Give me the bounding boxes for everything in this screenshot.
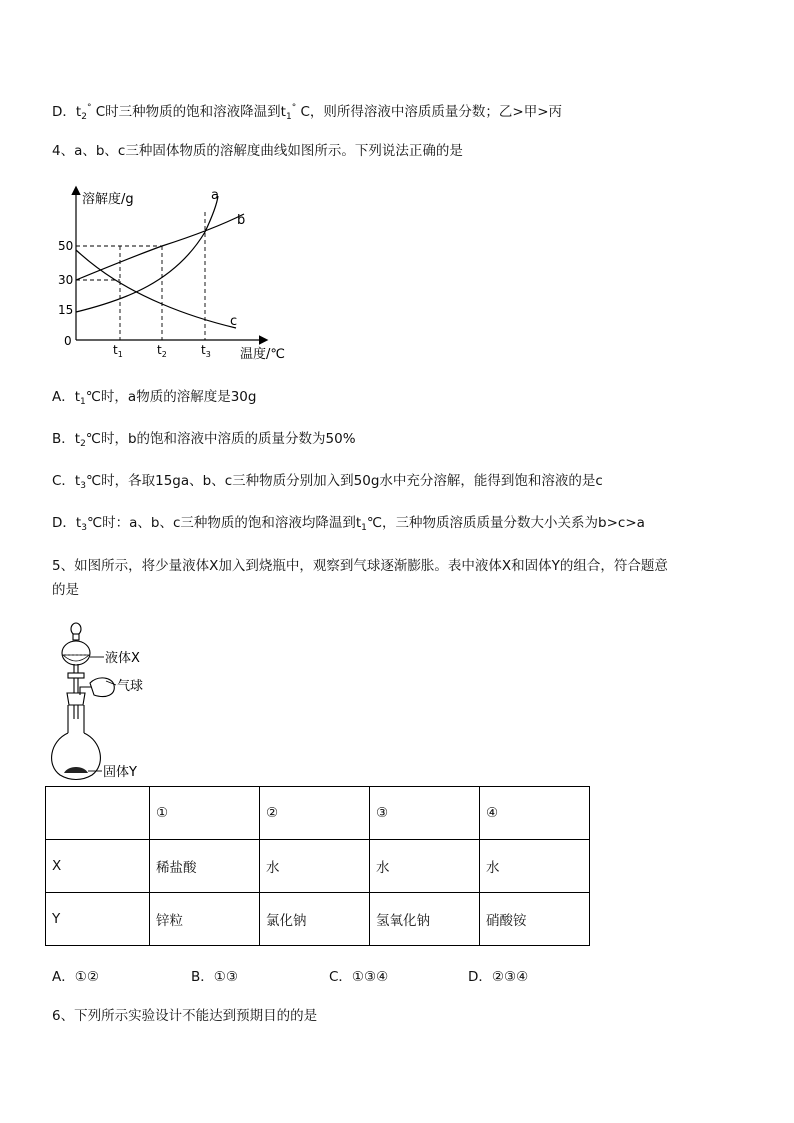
curve-label-a: a	[211, 188, 219, 203]
q4-d-p1: D．t	[52, 515, 82, 531]
q4-option-c	[52, 472, 603, 495]
q4-stem: 4、a、b、c三种固体物质的溶解度曲线如图所示。下列说法正确的是	[52, 143, 463, 159]
table-cell: 氯化钠	[260, 893, 370, 946]
flask-stopper	[67, 693, 85, 705]
q3-d-mid: C时三种物质的饱和溶液降温到t	[91, 104, 286, 120]
funnel-stopper	[71, 623, 81, 635]
curve-label-c: c	[230, 314, 238, 329]
q5-choice-d[interactable]: D．②③④	[468, 969, 529, 985]
q5-choice-b[interactable]: B．①③	[191, 969, 238, 985]
q4-d-p3: ℃，三种物质溶质质量分数大小关系为b>c>a	[366, 515, 645, 531]
q6-stem: 6、下列所示实验设计不能达到预期目的的是	[52, 1008, 318, 1024]
q3-d-sub2: 1	[285, 112, 292, 122]
q4-option-b	[52, 430, 356, 453]
curve-c	[76, 250, 236, 328]
label-solid-y: 固体Y	[103, 765, 137, 780]
curve-a	[76, 196, 218, 312]
table-header-row	[46, 787, 590, 840]
table-cell: 硝酸铵	[480, 893, 590, 946]
q4-c-p2: ℃时，各取15ga、b、c三种物质分别加入到50g水中充分溶解，能得到饱和溶液的是c	[85, 473, 603, 489]
q4-d-sub2: 1	[361, 523, 367, 533]
q4-d-sub: 3	[81, 523, 87, 533]
table-cell: ④	[480, 787, 590, 840]
q4-a-sub: 1	[80, 397, 86, 407]
q5-stem-line1: 5、如图所示，将少量液体X加入到烧瓶中，观察到气球逐渐膨胀。表中液体X和固体Y的组合，符合题意	[52, 558, 668, 574]
x-tick-t2: $t_2$	[157, 343, 167, 359]
q4-c-sub: 3	[80, 481, 86, 491]
balloon	[90, 678, 114, 697]
q4-d-p2: ℃时：a、b、c三种物质的饱和溶液均降温到t	[86, 515, 362, 531]
table-cell: ①	[150, 787, 260, 840]
apparatus-diagram	[40, 615, 180, 783]
y-tick-15: 15	[58, 303, 74, 317]
table-cell: 水	[370, 840, 480, 893]
table-cell: Y	[46, 893, 150, 946]
q4-b-p1: B．t	[52, 431, 81, 447]
curve-label-b: b	[237, 213, 246, 228]
q3-d-sub1: 2	[81, 112, 87, 122]
x-tick-t1: $t_1$	[113, 343, 123, 359]
q4-c-p1: C．t	[52, 473, 81, 489]
table-cell: 水	[480, 840, 590, 893]
q5-choice-a[interactable]: A．①②	[52, 969, 99, 985]
q5-stem-line2: 的是	[52, 582, 79, 598]
q4-a-p1: A．t	[52, 389, 81, 405]
y-axis-label: 溶解度/g	[82, 192, 134, 207]
table-cell: ②	[260, 787, 370, 840]
funnel-neck	[73, 634, 79, 640]
x-tick-t3: $t_3$	[201, 343, 211, 359]
y-tick-50: 50	[58, 239, 74, 253]
table-cell: 水	[260, 840, 370, 893]
q4-a-p2: ℃时，a物质的溶解度是30g	[85, 389, 257, 405]
q3-d-prefix: D．t	[52, 104, 82, 120]
q4-b-sub: 2	[80, 439, 86, 449]
label-liquid-x: 液体X	[105, 651, 140, 666]
q3-option-d	[52, 99, 562, 126]
combination-table	[45, 786, 590, 946]
q4-b-p2: ℃时，b的饱和溶液中溶质的质量分数为50%	[85, 431, 356, 447]
y-tick-30: 30	[58, 273, 74, 287]
q3-d-degree1: °	[86, 103, 92, 113]
q4-option-d	[52, 514, 645, 537]
table-cell: 氢氧化钠	[370, 893, 480, 946]
origin-label: 0	[64, 334, 72, 348]
q3-d-suffix: C，则所得溶液中溶质质量分数；乙>甲>丙	[296, 104, 563, 120]
table-cell: 锌粒	[150, 893, 260, 946]
q3-d-degree2: °	[291, 103, 297, 113]
solubility-chart	[40, 182, 300, 366]
table-cell: ③	[370, 787, 480, 840]
table-cell	[46, 787, 150, 840]
x-axis-label: 温度/℃	[240, 347, 285, 362]
q4-option-a	[52, 388, 256, 411]
stopcock	[68, 673, 84, 678]
table-row-y	[46, 893, 590, 946]
table-cell: X	[46, 840, 150, 893]
q5-choice-c[interactable]: C．①③④	[329, 969, 389, 985]
table-cell: 稀盐酸	[150, 840, 260, 893]
label-balloon: 气球	[117, 679, 144, 694]
table-row-x	[46, 840, 590, 893]
